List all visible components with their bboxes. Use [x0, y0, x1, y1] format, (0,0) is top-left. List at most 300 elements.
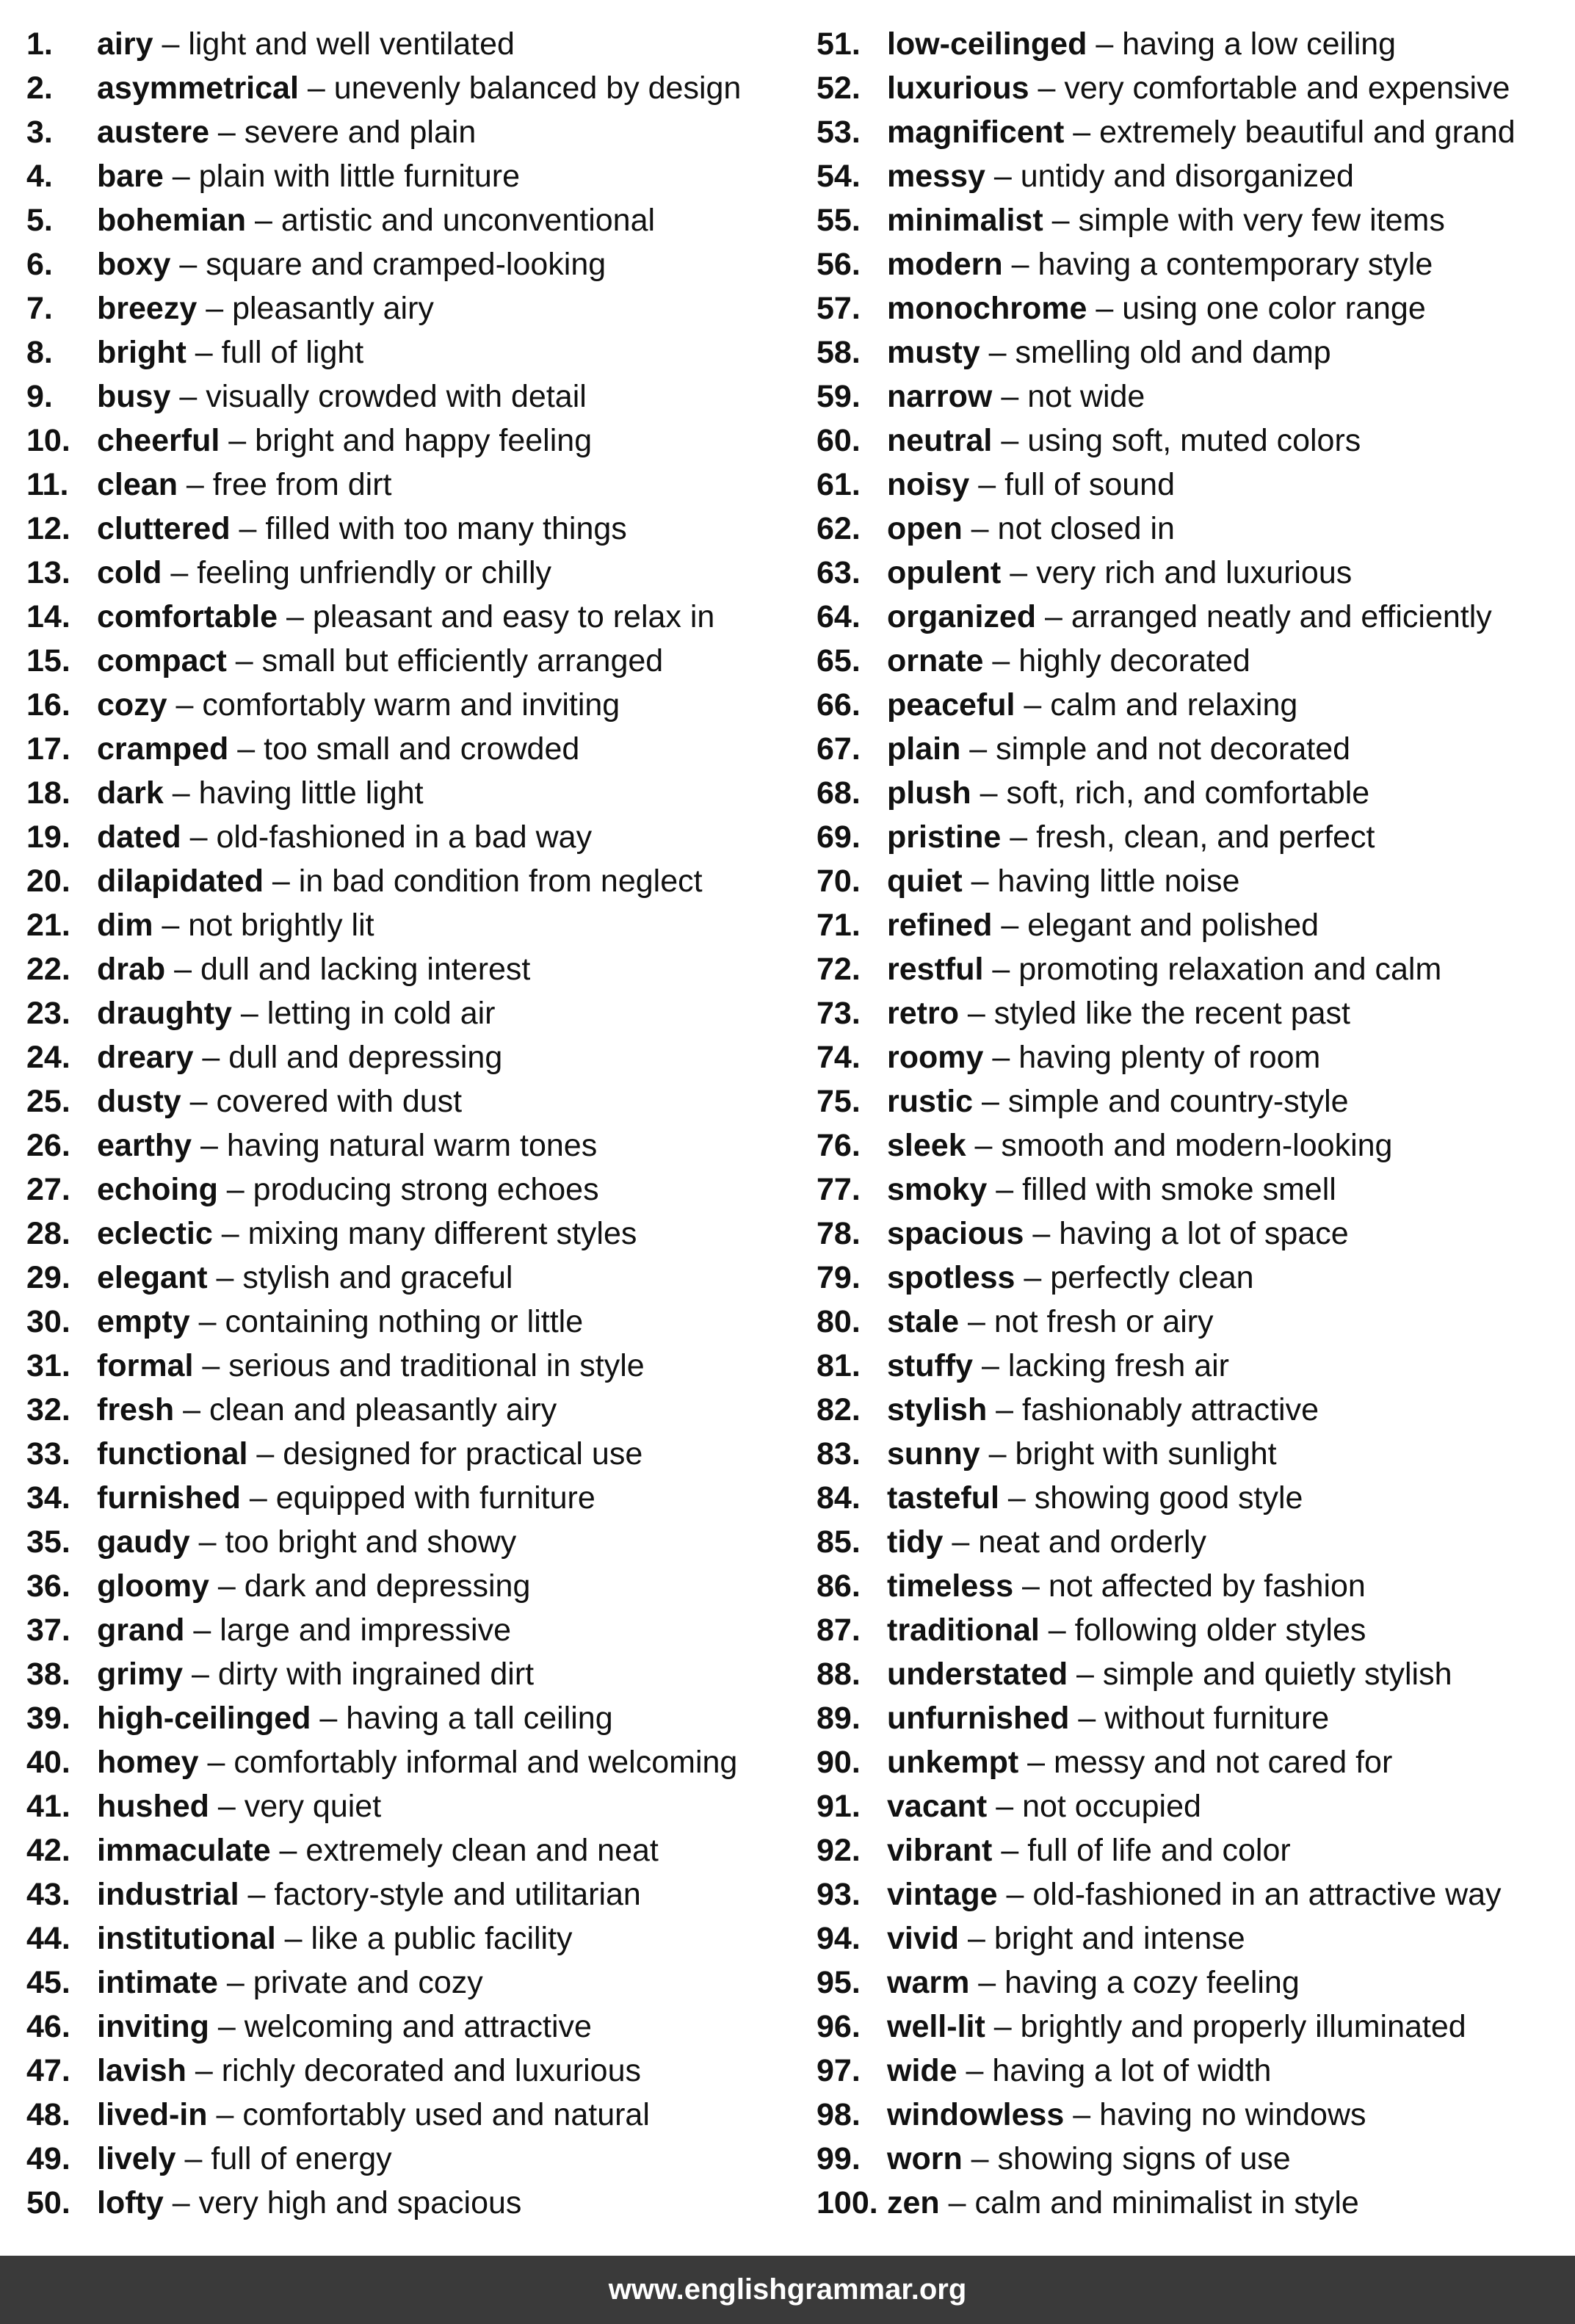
list-item: [817, 374, 1565, 419]
entry-number: 94.: [817, 1921, 861, 1956]
entry-text: [887, 242, 1433, 286]
entry-word: functional: [97, 1436, 248, 1471]
entry-word: neutral: [887, 423, 993, 458]
entry-text: [97, 1696, 613, 1740]
entry-text: [97, 2137, 392, 2181]
entry-separator: –: [987, 1789, 1023, 1824]
entry-word: asymmetrical: [97, 70, 299, 106]
entry-text: [887, 1961, 1300, 2005]
entry-number: 38.: [26, 1657, 70, 1692]
entry-definition: not closed in: [997, 511, 1175, 546]
entry-text: [97, 198, 655, 242]
entry-word: worn: [887, 2141, 963, 2176]
entry-word: dark: [97, 775, 164, 811]
list-item: [817, 1388, 1565, 1432]
entry-number: 1.: [26, 26, 53, 62]
list-item: [817, 2137, 1565, 2181]
entry-text: [887, 463, 1175, 507]
entry-number: 16.: [26, 687, 70, 723]
entry-definition: not occupied: [1022, 1789, 1201, 1824]
entry-word: elegant: [97, 1260, 208, 1295]
entry-word: earthy: [97, 1128, 192, 1163]
entry-separator: –: [198, 1745, 234, 1780]
entry-number: 61.: [817, 467, 861, 502]
list-item: [26, 419, 790, 463]
entry-separator: –: [1001, 555, 1037, 590]
entry-separator: –: [987, 1172, 1023, 1207]
list-item: [26, 1916, 790, 1961]
entry-word: inviting: [97, 2009, 209, 2044]
entry-definition: showing signs of use: [997, 2141, 1291, 2176]
entry-separator: –: [971, 775, 1007, 811]
entry-text: [887, 286, 1426, 330]
entry-number: 88.: [817, 1657, 861, 1692]
entry-text: [887, 991, 1350, 1035]
entry-word: intimate: [97, 1965, 218, 2000]
entry-number: 49.: [26, 2141, 70, 2176]
entry-number: 36.: [26, 1568, 70, 1604]
entry-separator: –: [181, 819, 217, 855]
entry-number: 19.: [26, 819, 70, 855]
list-item: [817, 683, 1565, 727]
entry-word: breezy: [97, 291, 198, 326]
list-item: [26, 1784, 790, 1828]
list-item: [817, 2181, 1565, 2225]
entry-text: [97, 1520, 516, 1564]
entry-number: 97.: [817, 2053, 861, 2088]
entry-word: luxurious: [887, 70, 1029, 106]
entry-word: gloomy: [97, 1568, 209, 1604]
list-item: [26, 595, 790, 639]
entry-word: cramped: [97, 731, 229, 767]
entry-number: 10.: [26, 423, 70, 458]
entry-text: [97, 419, 592, 463]
list-item: [817, 1564, 1565, 1608]
entry-text: [887, 1432, 1277, 1476]
entry-definition: mixing many different styles: [247, 1216, 637, 1251]
entry-word: drab: [97, 952, 166, 987]
entry-text: [887, 1696, 1329, 1740]
right-column: [817, 22, 1565, 2225]
entry-text: [97, 1784, 381, 1828]
list-item: [26, 815, 790, 859]
entry-word: sunny: [887, 1436, 980, 1471]
entry-number: 98.: [817, 2097, 861, 2132]
entry-text: [887, 2093, 1366, 2137]
entry-word: vintage: [887, 1877, 998, 1912]
entry-text: [97, 1652, 534, 1696]
entry-separator: –: [226, 643, 262, 678]
entry-definition: using soft, muted colors: [1027, 423, 1361, 458]
entry-separator: –: [163, 775, 199, 811]
entry-word: retro: [887, 996, 959, 1031]
entry-text: [887, 1652, 1452, 1696]
list-item: [817, 1123, 1565, 1168]
entry-word: zen: [887, 2185, 940, 2220]
entry-text: [97, 507, 627, 551]
entry-separator: –: [246, 203, 281, 238]
list-item: [26, 1608, 790, 1652]
entry-separator: –: [985, 2009, 1021, 2044]
entry-text: [887, 507, 1175, 551]
entry-separator: –: [240, 1480, 276, 1516]
entry-definition: dark and depressing: [244, 1568, 531, 1604]
entry-separator: –: [992, 1833, 1028, 1868]
entry-number: 26.: [26, 1128, 70, 1163]
list-item: [817, 507, 1565, 551]
entry-number: 8.: [26, 335, 53, 370]
entry-definition: messy and not cared for: [1054, 1745, 1393, 1780]
entry-definition: having a cozy feeling: [1004, 1965, 1300, 2000]
entry-number: 87.: [817, 1612, 861, 1648]
entry-word: cold: [97, 555, 162, 590]
list-item: [817, 330, 1565, 374]
entry-text: [887, 1916, 1245, 1961]
entry-separator: –: [153, 26, 189, 62]
entry-number: 53.: [817, 115, 861, 150]
entry-separator: –: [231, 996, 267, 1031]
entry-definition: dull and lacking interest: [200, 952, 531, 987]
entry-text: [97, 595, 714, 639]
list-item: [817, 1784, 1565, 1828]
entry-word: bohemian: [97, 203, 247, 238]
entry-word: comfortable: [97, 599, 278, 634]
entry-definition: brightly and properly illuminated: [1020, 2009, 1466, 2044]
entry-separator: –: [212, 1216, 248, 1251]
entry-definition: covered with dust: [216, 1084, 463, 1119]
list-item: [817, 1256, 1565, 1300]
list-item: [26, 1520, 790, 1564]
entry-text: [97, 2181, 521, 2225]
list-item: [817, 903, 1565, 947]
entry-text: [97, 1212, 637, 1256]
list-item: [817, 1652, 1565, 1696]
entry-separator: –: [1039, 1612, 1075, 1648]
entry-separator: –: [220, 423, 256, 458]
entry-text: [97, 1476, 595, 1520]
entry-text: [97, 1123, 597, 1168]
entry-text: [97, 1916, 573, 1961]
entry-separator: –: [1064, 115, 1100, 150]
entry-definition: full of sound: [1004, 467, 1176, 502]
list-item: [817, 815, 1565, 859]
entry-definition: comfortably used and natural: [242, 2097, 650, 2132]
entry-separator: –: [189, 1524, 225, 1560]
entry-number: 84.: [817, 1480, 861, 1516]
entry-word: vivid: [887, 1921, 959, 1956]
entry-separator: –: [184, 1612, 220, 1648]
entry-word: unfurnished: [887, 1701, 1070, 1736]
entry-definition: artistic and unconventional: [280, 203, 656, 238]
entry-definition: neat and orderly: [978, 1524, 1207, 1560]
entry-word: empty: [97, 1304, 190, 1339]
entry-text: [97, 947, 530, 991]
list-item: [26, 991, 790, 1035]
list-item: [26, 242, 790, 286]
entry-word: high-ceilinged: [97, 1701, 311, 1736]
entry-number: 44.: [26, 1921, 70, 1956]
entry-definition: untidy and disorganized: [1020, 159, 1354, 194]
entry-separator: –: [983, 1040, 1019, 1075]
entry-separator: –: [943, 1524, 979, 1560]
entry-definition: large and impressive: [220, 1612, 512, 1648]
entry-number: 32.: [26, 1392, 70, 1427]
entry-separator: –: [177, 467, 213, 502]
entry-text: [97, 22, 515, 66]
list-item: [817, 2005, 1565, 2049]
entry-number: 93.: [817, 1877, 861, 1912]
entry-text: [887, 1740, 1392, 1784]
entry-separator: –: [966, 1128, 1002, 1163]
entry-number: 72.: [817, 952, 861, 987]
entry-text: [887, 1168, 1336, 1212]
entry-definition: fresh, clean, and perfect: [1036, 819, 1375, 855]
entry-text: [887, 1212, 1349, 1256]
entry-definition: feeling unfriendly or chilly: [197, 555, 552, 590]
entry-number: 23.: [26, 996, 70, 1031]
list-item: [26, 22, 790, 66]
entry-definition: having a contemporary style: [1038, 247, 1433, 282]
entry-definition: pleasant and easy to relax in: [312, 599, 715, 634]
entry-number: 86.: [817, 1568, 861, 1604]
entry-number: 54.: [817, 159, 861, 194]
entry-separator: –: [270, 1833, 306, 1868]
entry-word: understated: [887, 1657, 1068, 1692]
entry-separator: –: [217, 1172, 253, 1207]
entry-definition: bright with sunlight: [1015, 1436, 1277, 1471]
entry-separator: –: [999, 1480, 1035, 1516]
entry-definition: containing nothing or little: [225, 1304, 584, 1339]
entry-number: 74.: [817, 1040, 861, 1075]
entry-separator: –: [962, 511, 998, 546]
entry-number: 42.: [26, 1833, 70, 1868]
entry-text: [97, 727, 579, 771]
entry-word: unkempt: [887, 1745, 1019, 1780]
entry-definition: old-fashioned in a bad way: [216, 819, 593, 855]
entry-separator: –: [973, 1348, 1008, 1383]
list-item: [26, 507, 790, 551]
entry-text: [887, 639, 1250, 683]
list-item: [26, 1300, 790, 1344]
entry-text: [887, 2049, 1271, 2093]
list-item: [817, 727, 1565, 771]
list-item: [817, 110, 1565, 154]
entry-number: 51.: [817, 26, 861, 62]
entry-text: [97, 815, 592, 859]
list-item: [817, 771, 1565, 815]
entry-definition: light and well ventilated: [188, 26, 515, 62]
list-item: [817, 1300, 1565, 1344]
entry-separator: –: [186, 335, 222, 370]
list-item: [817, 1035, 1565, 1079]
entry-number: 22.: [26, 952, 70, 987]
entry-word: cluttered: [97, 511, 231, 546]
entry-word: gaudy: [97, 1524, 190, 1560]
entry-definition: simple and quietly stylish: [1102, 1657, 1452, 1692]
list-item: [26, 1961, 790, 2005]
entry-separator: –: [1013, 1568, 1049, 1604]
list-item: [26, 66, 790, 110]
entry-number: 73.: [817, 996, 861, 1031]
list-item: [817, 1432, 1565, 1476]
entry-number: 5.: [26, 203, 53, 238]
entry-definition: small but efficiently arranged: [261, 643, 664, 678]
entry-word: busy: [97, 379, 171, 414]
entry-definition: too bright and showy: [225, 1524, 517, 1560]
entry-number: 45.: [26, 1965, 70, 2000]
entry-definition: bright and intense: [993, 1921, 1245, 1956]
entry-word: hushed: [97, 1789, 209, 1824]
entry-number: 2.: [26, 70, 53, 106]
entry-text: [97, 463, 392, 507]
entry-word: plush: [887, 775, 971, 811]
entry-definition: promoting relaxation and calm: [1018, 952, 1442, 987]
entry-definition: simple and country-style: [1007, 1084, 1349, 1119]
entry-word: stylish: [887, 1392, 988, 1427]
entry-separator: –: [193, 1348, 229, 1383]
entry-number: 90.: [817, 1745, 861, 1780]
entry-text: [887, 551, 1352, 595]
entry-separator: –: [239, 1877, 275, 1912]
entry-word: messy: [887, 159, 985, 194]
entry-definition: having a lot of width: [992, 2053, 1272, 2088]
entry-text: [97, 1828, 659, 1872]
entry-definition: perfectly clean: [1050, 1260, 1254, 1295]
entry-number: 25.: [26, 1084, 70, 1119]
list-item: [817, 1212, 1565, 1256]
entry-text: [887, 815, 1375, 859]
entry-text: [97, 2093, 650, 2137]
entry-number: 20.: [26, 864, 70, 899]
entry-number: 12.: [26, 511, 70, 546]
list-item: [817, 1828, 1565, 1872]
list-item: [26, 683, 790, 727]
entry-word: timeless: [887, 1568, 1014, 1604]
entry-number: 33.: [26, 1436, 70, 1471]
entry-text: [887, 1784, 1201, 1828]
entry-separator: –: [1087, 291, 1123, 326]
entry-text: [97, 1961, 483, 2005]
entry-separator: –: [298, 70, 334, 106]
list-item: [26, 727, 790, 771]
entry-number: 34.: [26, 1480, 70, 1516]
entry-number: 79.: [817, 1260, 861, 1295]
entry-number: 92.: [817, 1833, 861, 1868]
entry-word: opulent: [887, 555, 1002, 590]
entry-text: [97, 551, 551, 595]
entry-text: [97, 1432, 642, 1476]
footer-url[interactable]: www.englishgrammar.org: [608, 2273, 967, 2306]
list-item: [26, 859, 790, 903]
entry-separator: –: [939, 2185, 975, 2220]
entry-number: 81.: [817, 1348, 861, 1383]
entry-separator: –: [1043, 203, 1079, 238]
entry-text: [97, 1168, 599, 1212]
entry-separator: –: [189, 1304, 225, 1339]
entry-separator: –: [1029, 70, 1065, 106]
entry-separator: –: [992, 423, 1028, 458]
entry-separator: –: [1036, 599, 1071, 634]
entry-separator: –: [997, 1877, 1033, 1912]
entry-separator: –: [209, 115, 245, 150]
entry-text: [887, 683, 1297, 727]
entry-word: peaceful: [887, 687, 1015, 723]
entry-separator: –: [960, 731, 996, 767]
entry-word: clean: [97, 467, 178, 502]
entry-definition: bright and happy feeling: [255, 423, 593, 458]
list-item: [26, 2049, 790, 2093]
entry-definition: not wide: [1027, 379, 1145, 414]
entry-text: [887, 22, 1396, 66]
entry-definition: having no windows: [1099, 2097, 1366, 2132]
entry-separator: –: [992, 379, 1028, 414]
entry-text: [887, 771, 1369, 815]
entry-word: spotless: [887, 1260, 1015, 1295]
entry-number: 65.: [817, 643, 861, 678]
entry-separator: –: [959, 1921, 994, 1956]
entry-separator: –: [992, 908, 1028, 943]
entry-number: 13.: [26, 555, 70, 590]
entry-number: 48.: [26, 2097, 70, 2132]
entry-text: [887, 330, 1331, 374]
entry-definition: factory-style and utilitarian: [274, 1877, 641, 1912]
list-item: [26, 1123, 790, 1168]
entry-separator: –: [980, 335, 1015, 370]
entry-definition: equipped with furniture: [275, 1480, 595, 1516]
entry-definition: very quiet: [244, 1789, 382, 1824]
entry-text: [887, 2137, 1291, 2181]
entry-separator: –: [958, 996, 994, 1031]
entry-word: compact: [97, 643, 227, 678]
entry-number: 57.: [817, 291, 861, 326]
entry-separator: –: [230, 511, 266, 546]
entry-definition: extremely clean and neat: [305, 1833, 659, 1868]
entry-number: 67.: [817, 731, 861, 767]
entry-definition: elegant and polished: [1027, 908, 1319, 943]
entry-number: 39.: [26, 1701, 70, 1736]
entry-text: [97, 1872, 641, 1916]
entry-separator: –: [217, 1965, 253, 2000]
entry-separator: –: [962, 2141, 998, 2176]
entry-definition: visually crowded with detail: [206, 379, 587, 414]
entry-separator: –: [959, 1304, 994, 1339]
entry-word: vibrant: [887, 1833, 993, 1868]
entry-separator: –: [1002, 247, 1038, 282]
entry-text: [887, 374, 1145, 419]
entry-text: [97, 1035, 502, 1079]
entry-number: 43.: [26, 1877, 70, 1912]
entry-definition: unevenly balanced by design: [333, 70, 742, 106]
entry-text: [887, 66, 1510, 110]
entry-separator: –: [197, 291, 233, 326]
list-item: [26, 1035, 790, 1079]
list-item: [26, 2181, 790, 2225]
entry-number: 52.: [817, 70, 861, 106]
entry-separator: –: [170, 379, 206, 414]
entry-separator: –: [969, 467, 1005, 502]
entry-text: [97, 1608, 511, 1652]
entry-word: low-ceilinged: [887, 26, 1087, 62]
entry-separator: –: [186, 2053, 222, 2088]
entry-separator: –: [957, 2053, 993, 2088]
entry-text: [887, 198, 1445, 242]
entry-number: 70.: [817, 864, 861, 899]
entry-definition: simple and not decorated: [996, 731, 1351, 767]
entry-definition: having a low ceiling: [1122, 26, 1397, 62]
entry-word: spacious: [887, 1216, 1024, 1251]
entry-word: lively: [97, 2141, 176, 2176]
entry-text: [887, 947, 1441, 991]
